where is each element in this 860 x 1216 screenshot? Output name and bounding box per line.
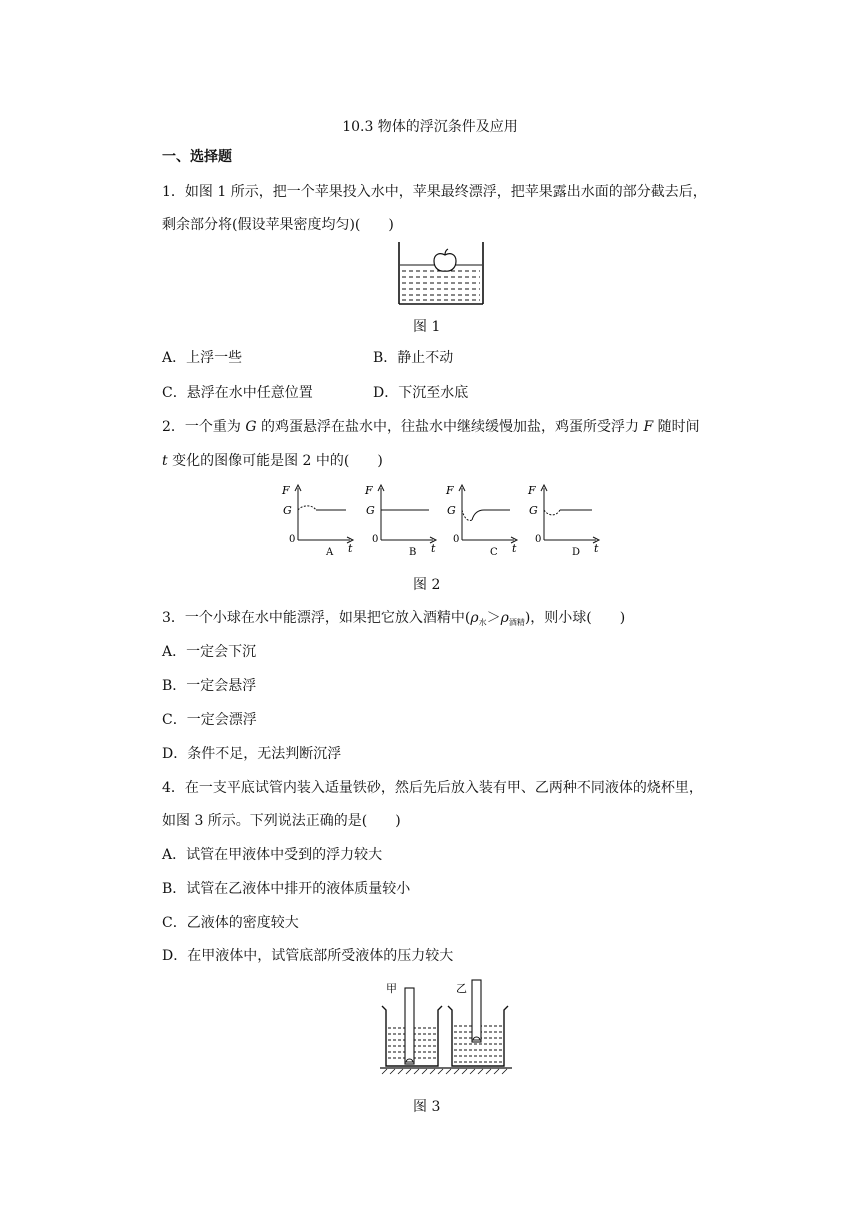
graph-a xyxy=(281,484,353,558)
graph-c-g-label: G xyxy=(447,504,456,517)
graph-a-g-label: G xyxy=(283,504,292,517)
section-heading: 一、选择题 xyxy=(162,149,232,165)
page-title: 10.3 物体的浮沉条件及应用 xyxy=(342,119,518,135)
figure-2-caption: 图 2 xyxy=(413,577,441,593)
q1-option-c: C．悬浮在水中任意位置 xyxy=(162,385,313,401)
q4-option-a: A．试管在甲液体中受到的浮力较大 xyxy=(162,847,383,863)
q4-stem-line2: 如图 3 所示。下列说法正确的是( ) xyxy=(162,813,401,829)
graph-c-y-label: F xyxy=(446,484,454,497)
graph-a-label: A xyxy=(326,547,334,558)
q1-stem-line2: 剩余部分将(假设苹果密度均匀)( ) xyxy=(162,217,394,233)
q1-option-b: B．静止不动 xyxy=(373,350,454,366)
beaker-jia-label: 甲 xyxy=(386,982,397,995)
graph-c-origin: 0 xyxy=(453,534,460,545)
figure-1-apple-in-water xyxy=(396,240,486,306)
q3-option-c: C．一定会漂浮 xyxy=(162,712,257,728)
graph-b-x-label: t xyxy=(431,542,436,555)
graph-d-origin: 0 xyxy=(535,534,542,545)
graph-b-y-label: F xyxy=(365,484,373,497)
graph-a-y-label: F xyxy=(282,484,290,497)
figure-3-caption: 图 3 xyxy=(413,1099,441,1115)
q3-stem: 3．一个小球在水中能漂浮，如果把它放入酒精中$(\rho_水>\rho_{酒精})$，则小球( ) xyxy=(162,610,626,627)
q3-option-d: D．条件不足，无法判断沉浮 xyxy=(162,746,342,762)
graph-b-g-label: G xyxy=(366,504,375,517)
q3-option-a: A．一定会下沉 xyxy=(162,644,257,660)
graph-d-g-label: G xyxy=(529,504,538,517)
figure-2-graphs xyxy=(278,480,608,560)
q1-stem-line1: 1．如图 1 所示，把一个苹果投入水中，苹果最终漂浮，把苹果露出水面的部分截去后， xyxy=(162,184,707,200)
graph-d-label: D xyxy=(572,547,581,558)
q1-option-d: D．下沉至水底 xyxy=(373,385,469,401)
q4-option-b: B．试管在乙液体中排开的液体质量较小 xyxy=(162,881,411,897)
figure-1-caption: 图 1 xyxy=(413,319,441,335)
beaker-jia xyxy=(382,982,442,1066)
beaker-yi xyxy=(448,980,508,1066)
graph-d-x-label: t xyxy=(594,542,599,555)
graph-b-label: B xyxy=(409,547,417,558)
graph-c-label: C xyxy=(490,547,498,558)
q4-stem-line1: 4．在一支平底试管内装入适量铁砂，然后先后放入装有甲、乙两种不同液体的烧杯里， xyxy=(162,780,703,796)
graph-d xyxy=(527,484,599,558)
graph-a-origin: 0 xyxy=(289,534,296,545)
beaker-yi-label: 乙 xyxy=(456,982,467,995)
graph-b xyxy=(364,484,436,558)
figure-3-test-tubes-in-beakers xyxy=(378,980,514,1080)
q2-stem-line2: t 变化的图像可能是图 2 中的( ) xyxy=(162,453,383,469)
graph-a-x-label: t xyxy=(348,542,353,555)
q3-option-b: B．一定会悬浮 xyxy=(162,678,257,694)
q4-option-d: D．在甲液体中，试管底部所受液体的压力较大 xyxy=(162,948,454,964)
graph-c xyxy=(445,484,517,558)
q4-option-c: C．乙液体的密度较大 xyxy=(162,915,299,931)
graph-c-x-label: t xyxy=(512,542,517,555)
q1-option-a: A．上浮一些 xyxy=(162,350,243,366)
graph-d-y-label: F xyxy=(528,484,536,497)
q2-stem-line1: 2．一个重为 G 的鸡蛋悬浮在盐水中，往盐水中继续缓慢加盐，鸡蛋所受浮力 F 随时间 xyxy=(162,419,700,435)
graph-b-origin: 0 xyxy=(372,534,379,545)
